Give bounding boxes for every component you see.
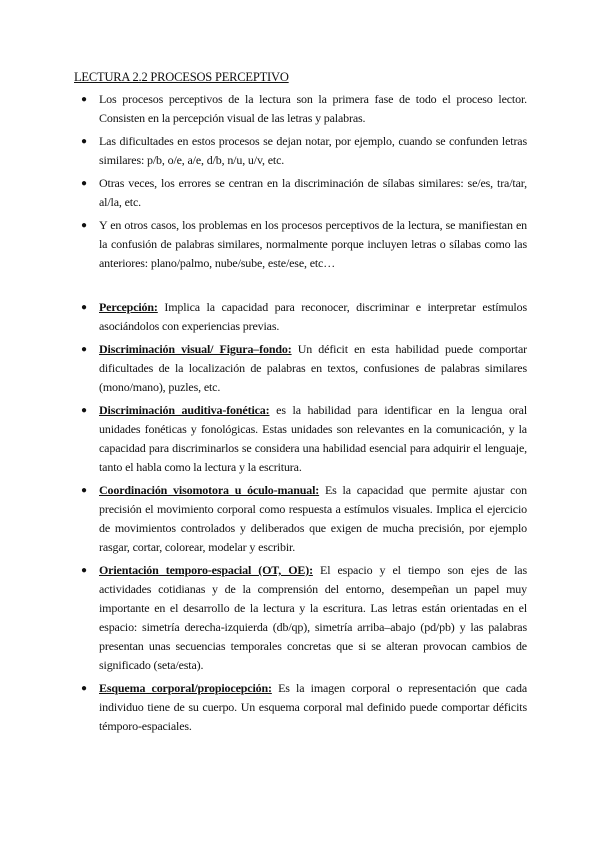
list-item (81, 174, 527, 212)
list-item (81, 216, 527, 273)
bullet-icon: ● (81, 94, 87, 105)
list-item-text: Otras veces, los errores se centran en la discriminación de sílabas similares: se/es, tra/tar, al/la, etc. (99, 176, 527, 209)
definition-item (81, 679, 527, 736)
bullet-icon: ● (81, 683, 87, 694)
definition-item (81, 561, 527, 675)
definition-text: El espacio y el tiempo son ejes de las actividades cotidianas y de la comprensión del entorno, desempeñan un papel muy importante en el desarrollo de la lectura y la escritura. Las letras están orientadas en el espacio: simetría derecha-izquierda (db/qp), simetría arriba–abajo (pd/pb) y las palabras presentan unas secuencias temporales concretas que si se alteran provocan cambios de significado (seta/esta). (99, 563, 527, 672)
definition-text: es la habilidad para identificar en la lengua oral unidades fonéticas y fonológicas. Estas unidades son relevantes en la comunicación, y la capacidad para discriminarlos se considera una habilidad esencial para adquirir el lenguaje, tanto el habla como la lectura y la escritura. (99, 403, 528, 474)
definition-text: Implica la capacidad para reconocer, discriminar e interpretar estímulos asociándolos con experiencias previas. (99, 300, 527, 333)
bullet-icon: ● (81, 405, 87, 416)
definition-item (81, 298, 527, 336)
list-item-text: Las dificultades en estos procesos se dejan notar, por ejemplo, cuando se confunden letras similares: p/b, o/e, a/e, d/b, n/u, u/v, etc. (99, 134, 527, 167)
definition-text: Es la capacidad que permite ajustar con precisión el movimiento corporal como respuesta a estímulos visuales. Implica el ejercicio de movimientos controlados y deliberados que exigen de mucha precisión, por ejemplo rasgar, cortar, colorear, modelar y escribir. (99, 483, 527, 554)
list-item (81, 132, 527, 170)
bullet-icon: ● (81, 220, 87, 231)
bullet-icon: ● (81, 136, 87, 147)
definition-term: Discriminación auditiva-fonética: (99, 403, 270, 417)
definition-term: Coordinación visomotora u óculo-manual: (99, 483, 320, 497)
list-item-text: Los procesos perceptivos de la lectura son la primera fase de todo el proceso lector. Consisten en la percepción visual de las letras y palabras. (99, 92, 527, 125)
page-title: LECTURA 2.2 PROCESOS PERCEPTIVO (74, 70, 289, 84)
definition-item (81, 481, 527, 557)
definition-text: Es la imagen corporal o representación que cada individuo tiene de su cuerpo. Un esquema corporal mal definido puede comportar déficits témporo-espaciales. (99, 681, 527, 733)
definition-item (81, 340, 527, 397)
definition-item (81, 401, 528, 477)
list-item (81, 90, 527, 128)
bullet-icon: ● (81, 485, 87, 496)
definition-term: Esquema corporal/propiocepción: (99, 681, 272, 695)
intro-list (81, 90, 527, 277)
definition-term: Discriminación visual/ Figura–fondo: (99, 342, 292, 356)
definition-text: Un déficit en esta habilidad puede comportar dificultades de la localización de palabras en textos, confusiones de palabras similares (mono/mano), puzles, etc. (99, 342, 527, 394)
definitions-list (81, 298, 528, 740)
definition-term: Percepción: (99, 300, 158, 314)
bullet-icon: ● (81, 302, 87, 313)
bullet-icon: ● (81, 565, 87, 576)
definition-term: Orientación temporo-espacial (OT, OE): (99, 563, 313, 577)
list-item-text: Y en otros casos, los problemas en los procesos perceptivos de la lectura, se manifiestan en la confusión de palabras similares, normalmente porque incluyen letras o sílabas como las anteriores: plano/palmo, nube/sube, este/ese, etc… (99, 218, 527, 270)
bullet-icon: ● (81, 178, 87, 189)
bullet-icon: ● (81, 344, 87, 355)
